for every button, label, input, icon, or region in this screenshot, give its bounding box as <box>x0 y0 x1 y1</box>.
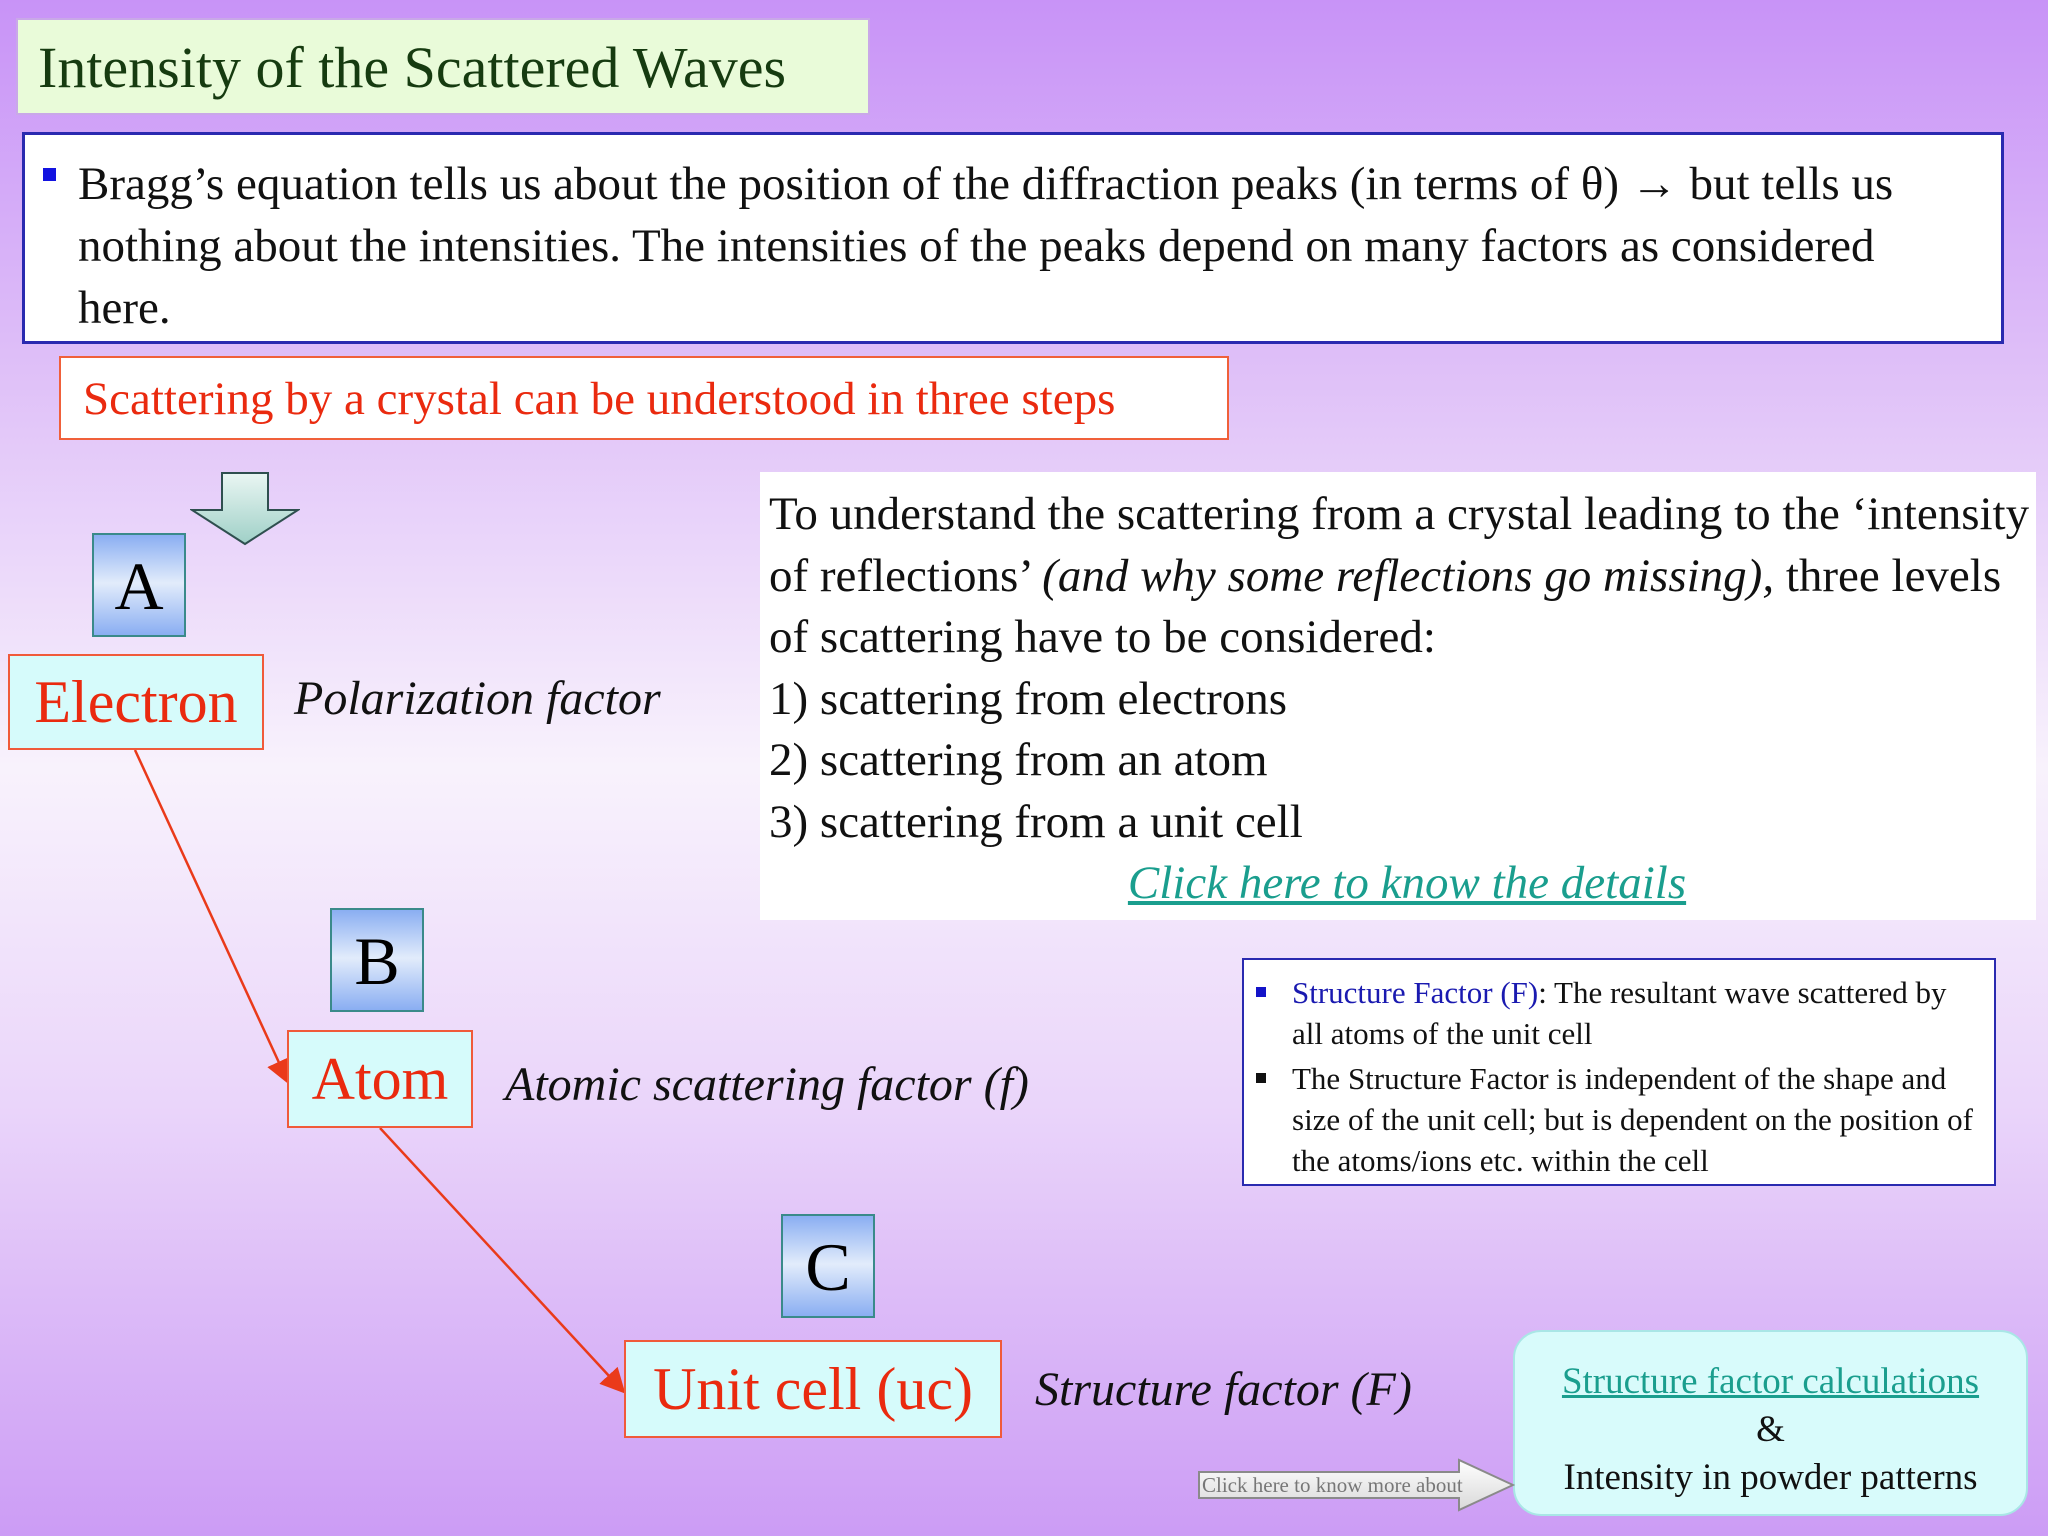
structure-factor-definition: : The resultant wave scattered by all atoms of the unit cell <box>1292 975 1947 1051</box>
arrow-electron-to-atom <box>135 750 287 1080</box>
explanation-paragraph <box>769 484 2036 669</box>
powder-patterns-text: Intensity in powder patterns <box>1563 1457 1978 1498</box>
details-link-row <box>778 853 2036 915</box>
bullet-square-icon <box>1256 1073 1266 1083</box>
structure-factor-calculations-link[interactable]: Structure factor calculations <box>1561 1361 1980 1402</box>
explanation-box <box>760 472 2036 920</box>
list-item <box>1292 972 1982 1054</box>
bullet-square-icon <box>1256 987 1266 997</box>
level-unit-cell: Unit cell (uc) <box>624 1340 1002 1438</box>
structure-factor-term: Structure Factor (F) <box>1292 975 1539 1010</box>
structure-factor-note: The Structure Factor is independent of the shape and size of the unit cell; but is dependent on the position of the atoms/ions etc. within the cell <box>1292 1061 1974 1178</box>
structure-factor-label: Structure factor (F) <box>1035 1363 1412 1416</box>
polarization-factor-label: Polarization factor <box>294 672 661 725</box>
explanation-rest: three levels of scattering have to be considered: <box>769 549 2002 663</box>
list-item: 3) scattering from a unit cell <box>769 795 1303 848</box>
steps-heading: Scattering by a crystal can be understood in three steps <box>59 356 1229 440</box>
atomic-scattering-factor-label: Atomic scattering factor (f) <box>505 1058 1029 1111</box>
list-item: 2) scattering from an atom <box>769 734 1268 786</box>
list-item: 1) scattering from electrons <box>769 672 1288 725</box>
step-letter-c: C <box>781 1214 875 1318</box>
bullet-square-icon <box>43 168 56 181</box>
level-electron: Electron <box>8 654 264 750</box>
bragg-note-text: Bragg’s equation tells us about the position of the diffraction peaks (in terms of θ) → but tells us nothing about the intensities. The intensities of the peaks depend on many factors as considered here. <box>78 158 1894 334</box>
down-arrow-icon <box>190 472 300 546</box>
structure-factor-info-box <box>1242 958 1996 1186</box>
arrow-atom-to-unitcell <box>380 1128 622 1390</box>
step-letter-b: B <box>330 908 424 1012</box>
explanation-intro: To understand the scattering from a crystal leading to the ‘intensity of reflections’ <box>769 488 2030 602</box>
list-item <box>1292 1058 1982 1181</box>
step-letter-a: A <box>92 533 186 637</box>
details-link[interactable]: Click here to know the details <box>1127 857 1687 909</box>
bragg-note-box <box>22 132 2004 344</box>
slide-title: Intensity of the Scattered Waves <box>16 18 870 115</box>
ampersand-text: & <box>1756 1409 1785 1450</box>
calculations-box <box>1513 1330 2028 1516</box>
more-info-arrow-label[interactable]: Click here to know more about <box>1202 1473 1463 1497</box>
explanation-aside: (and why some reflections go missing), <box>1042 549 1775 602</box>
level-atom: Atom <box>287 1030 473 1128</box>
